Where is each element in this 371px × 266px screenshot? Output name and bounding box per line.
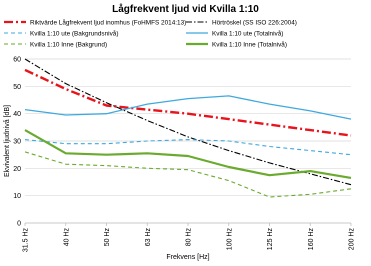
y-axis-label: Ekvivalent ljudnivå [dB] [4, 105, 11, 177]
y-tick-label: 50 [13, 83, 21, 91]
x-tick-label: 80 Hz [185, 228, 193, 247]
legend-label: Kvilla 1:10 Inne (Bakgrund) [30, 41, 108, 49]
legend-label: Kvilla 1:10 Inne (Totalnivå) [212, 41, 287, 49]
series-line [25, 70, 351, 136]
x-tick-label: 63 Hz [144, 228, 152, 247]
legend-label: Hörtröskel (SS ISO 226:2004) [212, 19, 297, 27]
chart-title: Lågfrekvent ljud vid Kvilla 1:10 [112, 4, 259, 15]
x-tick-label: 50 Hz [104, 228, 111, 247]
x-tick-label: 100 Hz [226, 228, 234, 251]
series-line [25, 96, 351, 119]
y-tick-label: 10 [13, 193, 21, 201]
x-tick-label: 160 Hz [307, 228, 315, 251]
y-tick-label: 60 [13, 56, 21, 64]
y-tick-label: 40 [13, 111, 21, 119]
y-tick-label: 20 [13, 165, 21, 173]
x-axis-label: Frekvens [Hz] [166, 254, 210, 261]
x-tick-label: 125 Hz [267, 228, 274, 251]
legend-label: Riktvärde Lågfrekvent ljud inomhus (FoHMFS 2014:13) [30, 19, 187, 27]
x-tick-label: 40 Hz [63, 228, 71, 247]
series-line [25, 152, 351, 197]
x-tick-label: 31.5 Hz [22, 228, 30, 253]
series-line [25, 59, 351, 185]
legend-label: Kvilla 1:10 ute (Totalnivå) [212, 30, 284, 38]
legend-label: Kvilla 1:10 ute (Bakgrundsnivå) [30, 30, 119, 38]
y-tick-label: 0 [17, 220, 21, 228]
y-tick-label: 30 [13, 138, 21, 146]
x-tick-label: 200 Hz [348, 228, 356, 251]
series-line [25, 140, 351, 155]
